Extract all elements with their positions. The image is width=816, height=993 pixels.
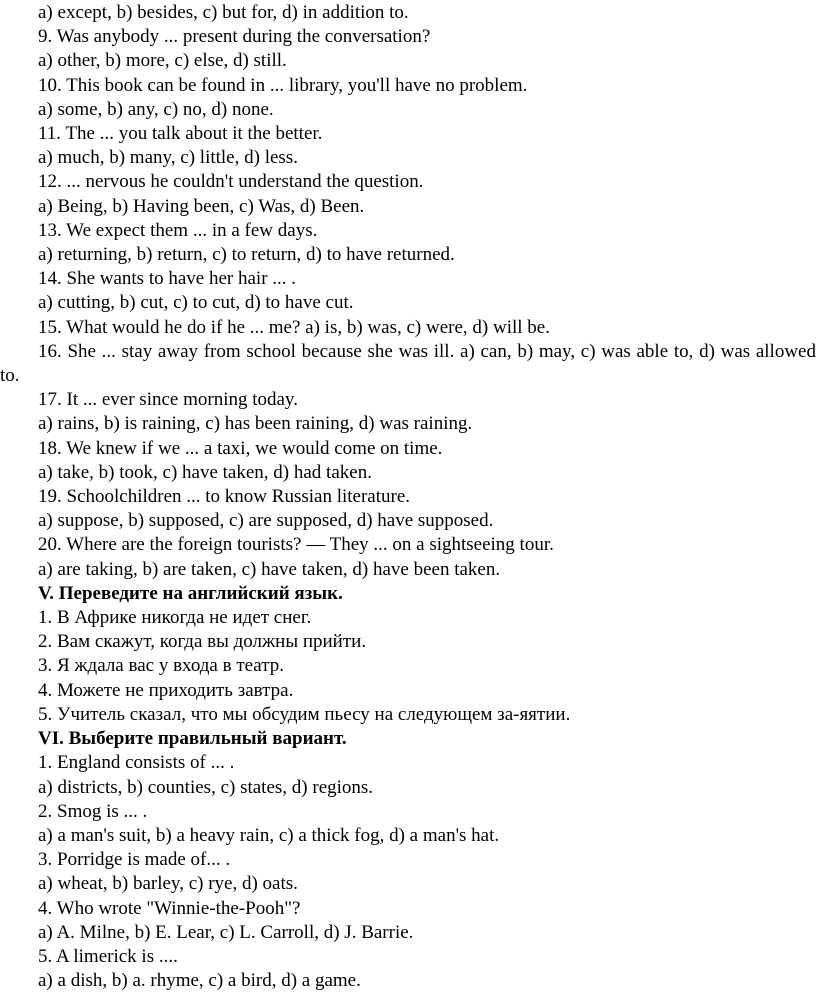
quiz-options-3: a) wheat, b) barley, c) rye, d) oats. bbox=[38, 873, 298, 895]
question-9: 9. Was anybody ... present during the conversation? bbox=[38, 26, 431, 48]
section-v-heading: V. Переведите на английский язык. bbox=[38, 582, 343, 604]
answer-options-9: a) other, b) more, c) else, d) still. bbox=[38, 50, 287, 72]
quiz-options-2: a) a man's suit, b) a heavy rain, c) a thick fog, d) a man's hat. bbox=[38, 824, 500, 846]
question-14: 14. She wants to have her hair ... . bbox=[38, 268, 297, 290]
quiz-question-5: 5. A limerick is .... bbox=[38, 945, 178, 967]
question-10: 10. This book can be found in ... library, you'll have no problem. bbox=[38, 74, 528, 96]
answer-options-12: a) Being, b) Having been, c) Was, d) Been. bbox=[38, 195, 365, 217]
answer-options-18: a) take, b) took, c) have taken, d) had taken. bbox=[38, 461, 372, 483]
answer-options-20: a) are taking, b) are taken, c) have taken, d) have been taken. bbox=[38, 558, 501, 580]
translate-sentence-3: 3. Я ждала вас у входа в театр. bbox=[38, 655, 285, 677]
question-20: 20. Where are the foreign tourists? — They ... on a sightseeing tour. bbox=[38, 534, 554, 556]
quiz-question-2: 2. Smog is ... . bbox=[38, 800, 148, 822]
translate-sentence-1: 1. В Африке никогда не идет снег. bbox=[38, 607, 312, 629]
answer-options-13: a) returning, b) return, c) to return, d) to have returned. bbox=[38, 244, 455, 266]
question-15: 15. What would he do if he ... me? a) is, b) was, c) were, d) will be. bbox=[38, 316, 550, 338]
translate-sentence-4: 4. Можете не приходить завтра. bbox=[38, 679, 294, 701]
section-vi-heading: VI. Выберите правильный вариант. bbox=[38, 728, 347, 750]
translate-sentence-2: 2. Вам скажут, когда вы должны прийти. bbox=[38, 631, 367, 653]
question-11: 11. The ... you talk about it the better. bbox=[38, 123, 323, 145]
answer-options-10: a) some, b) any, c) no, d) none. bbox=[38, 98, 274, 120]
quiz-options-1: a) districts, b) counties, c) states, d) regions. bbox=[38, 776, 374, 798]
question-19: 19. Schoolchildren ... to know Russian literature. bbox=[38, 486, 411, 508]
question-18: 18. We knew if we ... a taxi, we would come on time. bbox=[38, 437, 443, 459]
answer-options-14: a) cutting, b) cut, c) to cut, d) to have cut. bbox=[38, 292, 354, 314]
quiz-question-1: 1. England consists of ... . bbox=[38, 752, 235, 774]
question-16: 16. She ... stay away from school because she was ill. a) can, b) may, c) was able to, d) was allowed to. bbox=[0, 340, 816, 387]
question-12: 12. ... nervous he couldn't understand the question. bbox=[38, 171, 424, 193]
quiz-question-4: 4. Who wrote "Winnie-the-Pooh"? bbox=[38, 897, 301, 919]
quiz-options-5: a) a dish, b) a. rhyme, c) a bird, d) a game. bbox=[38, 970, 361, 992]
answer-options-19: a) suppose, b) supposed, c) are supposed, d) have supposed. bbox=[38, 510, 494, 532]
question-13: 13. We expect them ... in a few days. bbox=[38, 219, 318, 241]
answer-options-11: a) much, b) many, c) little, d) less. bbox=[38, 147, 298, 169]
quiz-question-3: 3. Porridge is made of... . bbox=[38, 849, 231, 871]
answer-options-8: a) except, b) besides, c) but for, d) in addition to. bbox=[38, 2, 409, 23]
translate-sentence-5: 5. Учитель сказал, что мы обсудим пьесу на следующем за-яятии. bbox=[38, 703, 571, 725]
question-17: 17. It ... ever since morning today. bbox=[38, 389, 298, 411]
quiz-options-4: a) A. Milne, b) E. Lear, c) L. Carroll, d) J. Barrie. bbox=[38, 921, 414, 943]
answer-options-17: a) rains, b) is raining, c) has been raining, d) was raining. bbox=[38, 413, 473, 435]
